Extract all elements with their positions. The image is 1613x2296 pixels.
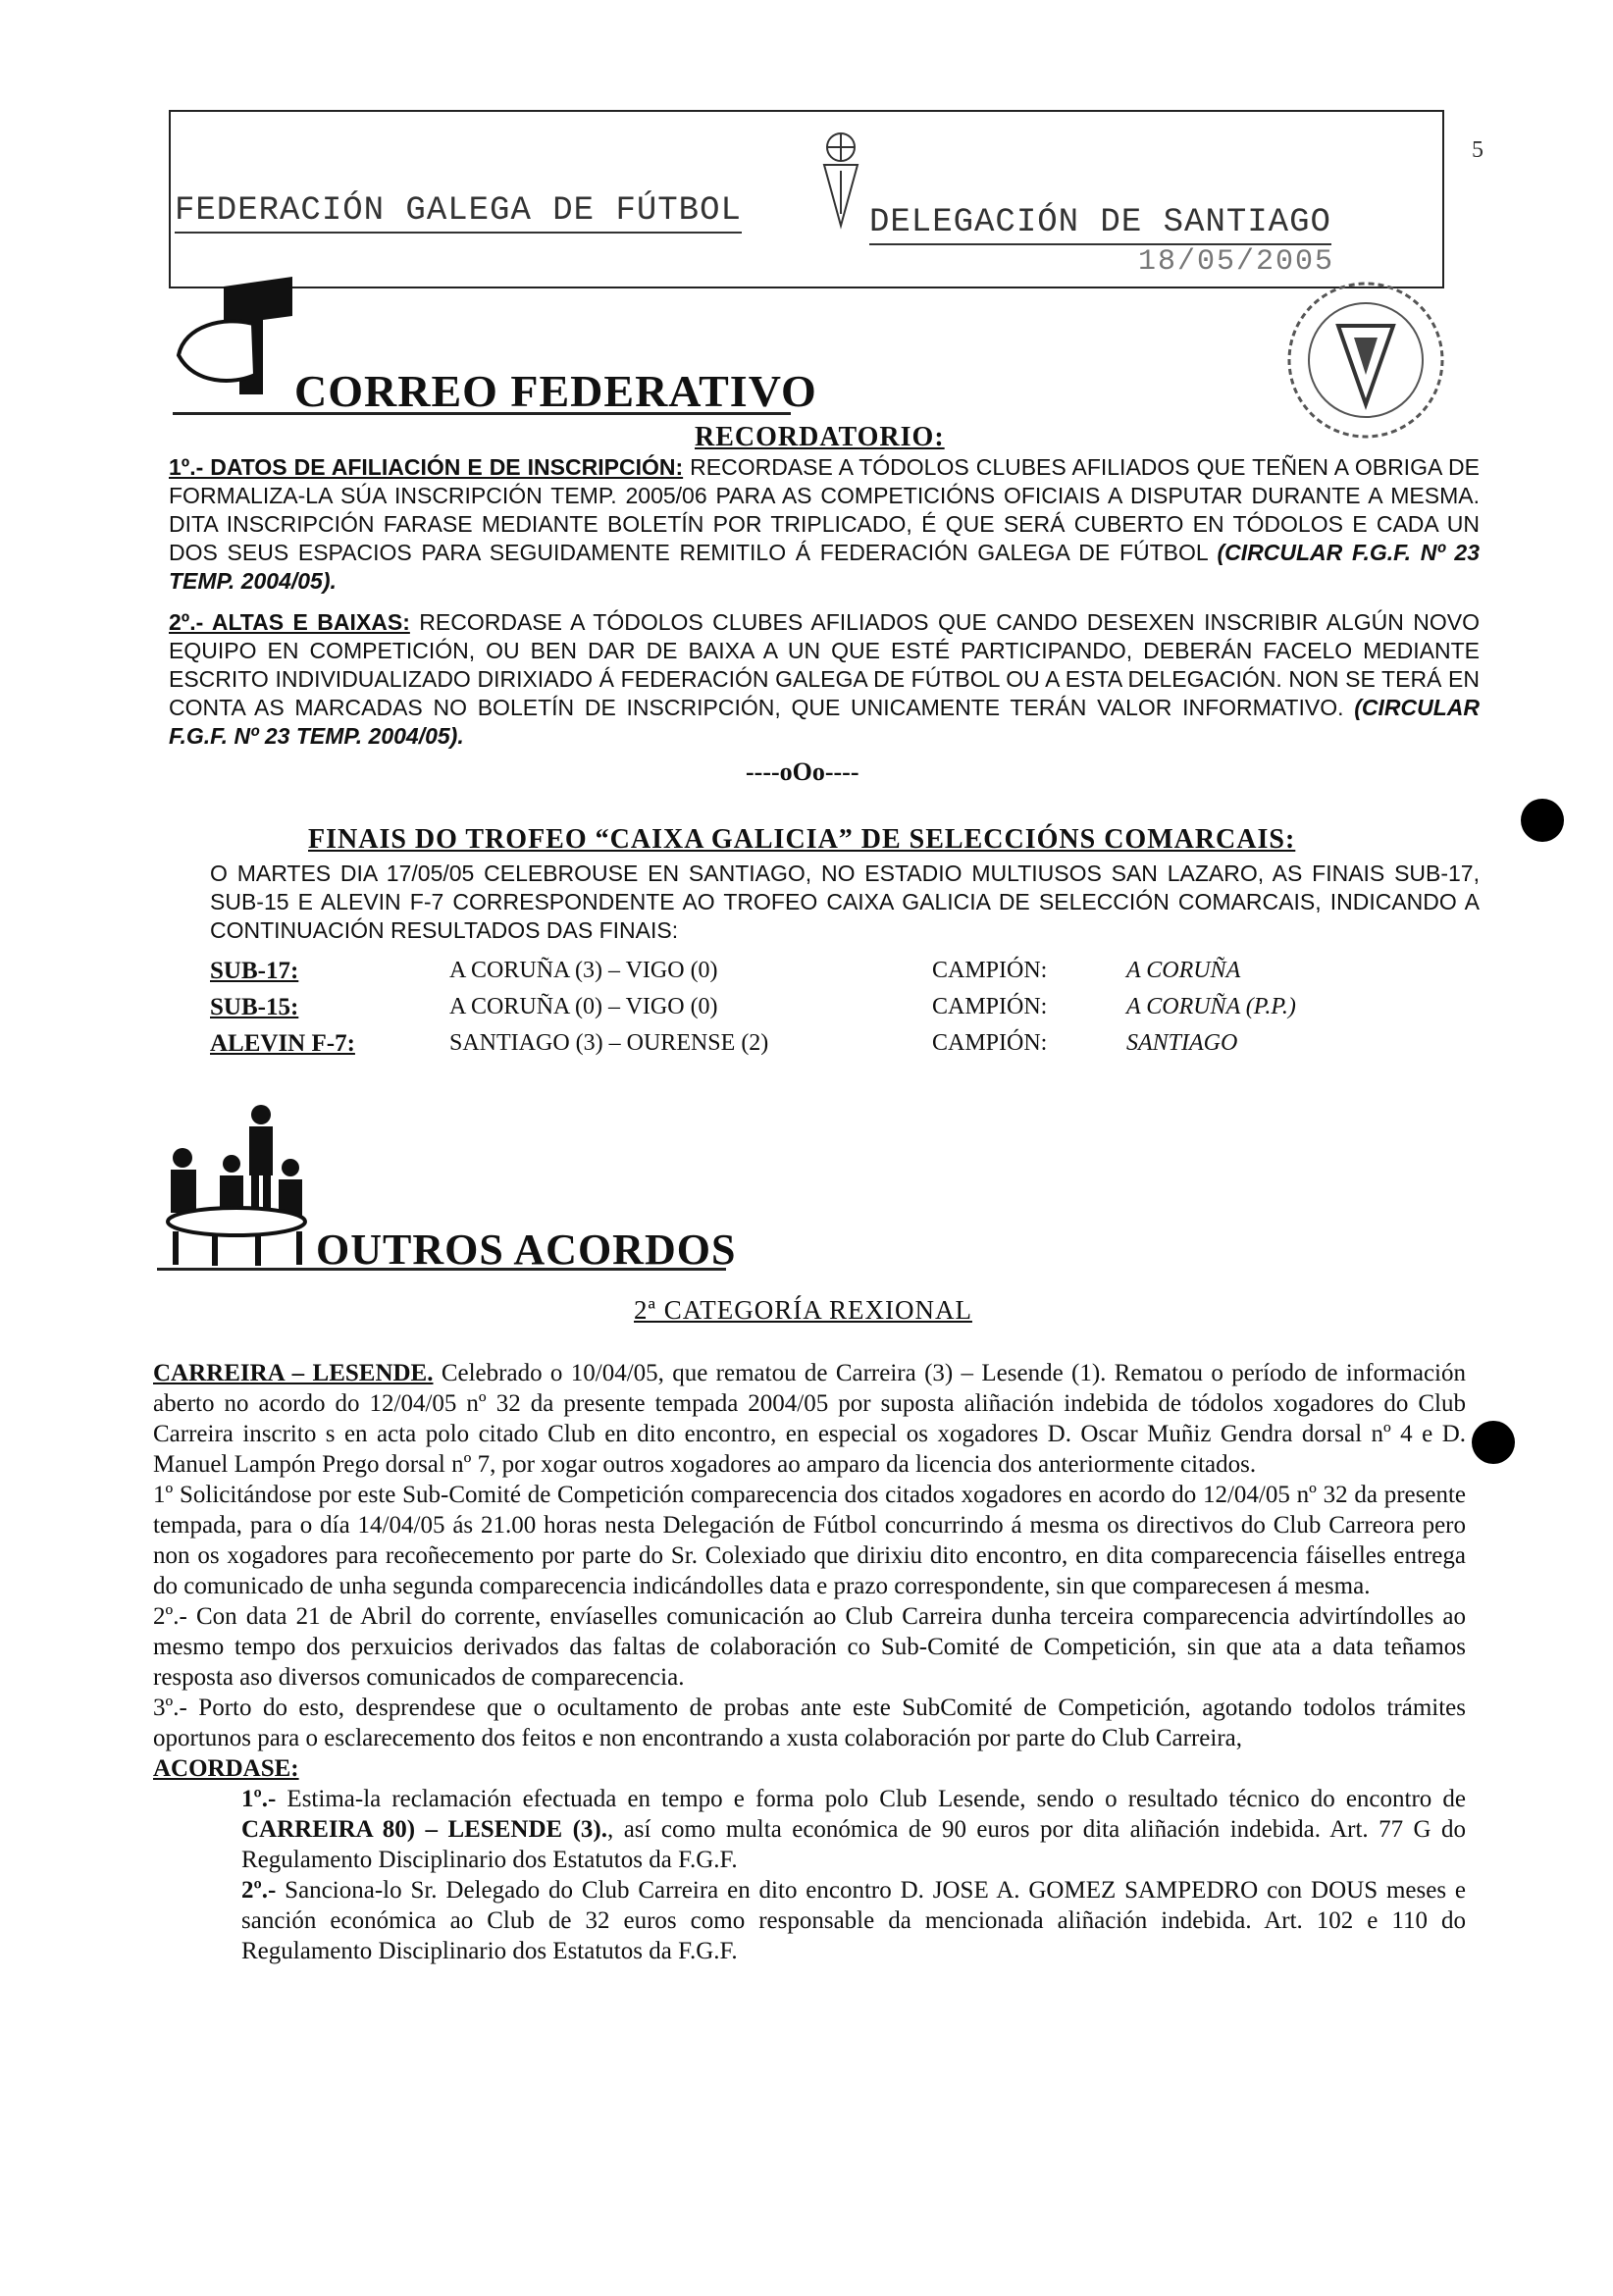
page-number: 5	[1472, 137, 1483, 163]
result-champion-label: CAMPIÓN:	[932, 994, 1048, 1019]
mailbox-icon	[165, 267, 302, 404]
result-category: SUB-17:	[210, 958, 299, 984]
acordase-heading: ACORDASE:	[153, 1755, 299, 1782]
recordatorio-item-1	[169, 453, 1480, 596]
item-2-circular: (CIRCULAR F.G.F. Nº 23 TEMP. 2004/05).	[169, 695, 1480, 749]
header-date: 18/05/2005	[1138, 245, 1335, 279]
item-1-label: 1º.- DATOS DE AFILIACIÓN E DE INSCRIPCIÓN:	[169, 454, 684, 480]
result-champion-label: CAMPIÓN:	[932, 1030, 1048, 1056]
resolution-2	[153, 1875, 1466, 1966]
item-1-circular: (CIRCULAR F.G.F. Nº 23 TEMP. 2004/05).	[169, 540, 1480, 594]
match-label: CARREIRA – LESENDE.	[153, 1360, 434, 1386]
result-match: A CORUÑA (0) – VIGO (0)	[449, 994, 718, 1019]
acordos-body	[153, 1358, 1466, 1966]
finais-heading: FINAIS DO TROFEO “CAIXA GALICIA” DE SELECCIÓNS COMARCAIS:	[308, 824, 1296, 855]
resolution-1	[153, 1784, 1466, 1875]
section-separator: ----oOo----	[746, 757, 859, 786]
item-1-text: RECORDASE A TÓDOLOS CLUBES AFILIADOS QUE TEÑEN A OBRIGA DE FORMALIZA-LA SÚA INSCRIPCIÓN TEMP. 2005/06 PARA AS COMPETICIÓNS OFICIAIS A DISPUTAR DURANTE A MESMA. DITA INSCRIPCIÓN FARASE MEDIANTE BOLETÍN POR TRIPLICADO, É QUE SERÁ CUBERTO EN TÓDOLOS E CADA UN DOS SEUS ESPACIOS PARA SEGUIDAMENTE REMITILO Á FEDERACIÓN GALEGA DE FÚTBOL	[169, 454, 1480, 565]
resolution-1-text: Estima-la reclamación efectuada en tempo e forma polo Club Lesende, sendo o resultado técnico do encontro de	[276, 1786, 1466, 1812]
correo-title: CORREO FEDERATIVO	[294, 366, 817, 416]
result-match: SANTIAGO (3) – OURENSE (2)	[449, 1030, 769, 1056]
paragraph-intro	[153, 1358, 1466, 1480]
item-2-text: RECORDASE A TÓDOLOS CLUBES AFILIADOS QUE CANDO DESEXEN INSCRIBIR ALGÚN NOVO EQUIPO EN COMPETICIÓN, OU BEN DAR DE BAIXA A UN QUE ESTÉ PARTICIPANDO, DEBERÁN FACELO MEDIANTE ESCRITO INDIVIDUALIZADO DIRIXIADO Á FEDERACIÓN GALEGA DE FÚTBOL OU A ESTA DELEGACIÓN. NON SE TERÁ EN CONTA AS MARCADAS NO BOLETÍN DE INSCRIPCIÓN, QUE UNICAMENTE TERÁN VALOR INFORMATIVO.	[169, 609, 1480, 720]
outros-title: OUTROS ACORDOS	[316, 1226, 737, 1274]
resolution-1-rest: , así como multa económica de 90 euros por dita aliñación indebida. Art. 77 G do Regulamento Disciplinario dos Estatutos da F.G.F.	[241, 1816, 1466, 1873]
paragraph-2: 2º.- Con data 21 de Abril do corrente, envíaselles comunicación ao Club Carreira dunha terceira comparecencia advirtíndolles ao mesmo tempo dos perxuicios derivados das faltas de colaboración co Sub-Comité de Competición, sin que ata a data teñamos resposta aso diversos comunicados de comparecencia.	[153, 1603, 1466, 1691]
result-category: SUB-15:	[210, 994, 299, 1020]
delegation-seal-icon	[1277, 277, 1454, 444]
recordatorio-heading: RECORDATORIO:	[695, 422, 945, 452]
result-champion-label: CAMPIÓN:	[932, 958, 1048, 983]
paragraph-1: 1º Solicitándose por este Sub-Comité de Competición comparecencia dos citados xogadores en acordo do 12/04/05 nº 32 da presente tempada, para o día 14/04/05 ás 21.00 horas nesta Delegación de Fútbol concurrindo á mesma os directivos do Club Carreora pero non os xogadores para recoñecemento por parte do Sr. Colexiado que dirixiu dito encontro, en dita comparecencia fáiselles entrega do comunicado de unha segunda comparecencia indicándolles data e prazo correspondente, sin que comparecesen á mesma.	[153, 1482, 1466, 1599]
punch-hole	[1472, 1421, 1515, 1464]
federation-name: FEDERACIÓN GALEGA DE FÚTBOL	[175, 192, 742, 234]
recordatorio-item-2	[169, 608, 1480, 751]
result-winner: A CORUÑA (P.P.)	[1126, 994, 1296, 1019]
item-2-label: 2º.- ALTAS E BAIXAS:	[169, 609, 410, 635]
finais-intro: O MARTES DIA 17/05/05 CELEBROUSE EN SANTIAGO, NO ESTADIO MULTIUSOS SAN LAZARO, AS FINAIS SUB-17, SUB-15 E ALEVIN F-7 CORRESPONDENTE AO TROFEO CAIXA GALICIA DE SELECCIÓN COMARCAIS, INDICANDO A CONTINUACIÓN RESULTADOS DAS FINAIS:	[210, 861, 1480, 943]
federation-crest-icon	[816, 128, 865, 235]
resolution-2-label: 2º.-	[241, 1877, 277, 1904]
result-winner: SANTIAGO	[1126, 1030, 1238, 1056]
meeting-people-icon	[153, 1099, 320, 1271]
paragraph-intro-text: Celebrado o 10/04/05, que rematou de Carreira (3) – Lesende (1). Rematou o período de información aberto no acordo do 12/04/05 nº 32 da presente tempada 2004/05 por suposta aliñación indebida de tódolos xogadores do Club Carreira inscrito s en acta polo citado Club en dito encontro, en especial os xogadores D. Oscar Muñiz Gendra dorsal nº 4 e D. Manuel Lampón Prego dorsal nº 7, por xogar outros xogadores ao amparo da licencia dos anteriormente citados.	[153, 1360, 1467, 1478]
resolution-2-text: Sanciona-lo Sr. Delegado do Club Carreira en dito encontro D. JOSE A. GOMEZ SAMPEDRO con DOUS meses e sanción económica ao Club de 32 euros como responsable da mencionada aliñación indebida. Art. 102 e 110 do Regulamento Disciplinario dos Estatutos da F.G.F.	[241, 1877, 1466, 1964]
resolution-1-score: CARREIRA 80) – LESENDE (3).	[241, 1816, 608, 1843]
category-heading: 2ª CATEGORÍA REXIONAL	[634, 1295, 972, 1325]
result-winner: A CORUÑA	[1126, 958, 1241, 983]
punch-hole	[1521, 799, 1564, 842]
paragraph-3: 3º.- Porto do esto, desprendese que o ocultamento de probas ante este SubComité de Competición, agotando todolos trámites oportunos para o esclarecemento dos feitos e non encontrando a xusta colaboración por parte do Club Carreira,	[153, 1695, 1466, 1751]
resolution-1-label: 1º.-	[241, 1786, 277, 1812]
delegation-name: DELEGACIÓN DE SANTIAGO	[869, 204, 1331, 245]
result-category: ALEVIN F-7:	[210, 1030, 355, 1057]
result-match: A CORUÑA (3) – VIGO (0)	[449, 958, 718, 983]
